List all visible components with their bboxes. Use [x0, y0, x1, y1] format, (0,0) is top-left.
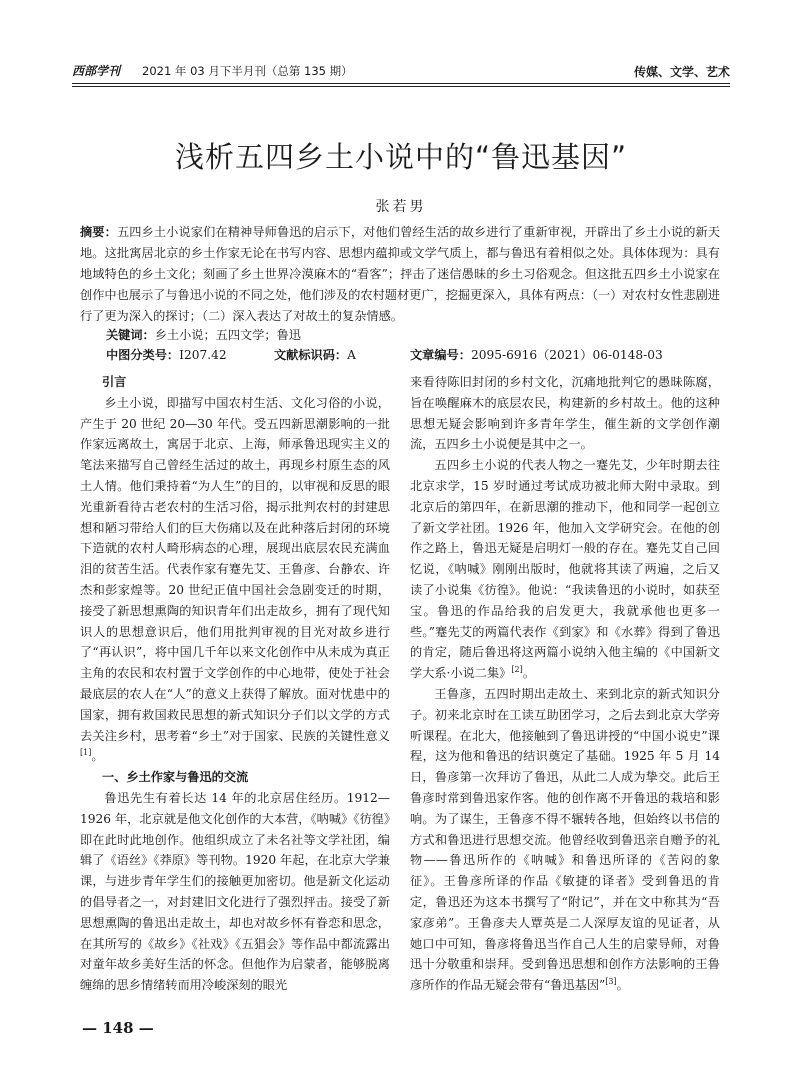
paragraph: [410, 684, 720, 996]
paragraph: 鲁迅先生有着长达 14 年的北京居住经历。1912—1926 年，北京就是他文化创作的大本营，《呐喊》《彷徨》即在此时此地创作。他组织成立了未名社等文学社团，编辑了《语丝》《莽原》等刊物。1920 年起，在北京大学兼课，与进步青年学生们的接触更加密切。他是新文化运动的倡导者之一，对封建旧文化进行了强烈抨击。接受了新思想熏陶的鲁迅出走故土，却也对故乡怀有眷恋和思念，在其所写的《故乡》《社戏》《五猖会》等作品中都流露出对童年故乡美好生活的怀念。但他作为启蒙者，能够脱离缠绵的思乡情绪转而用冷峻深刻的眼光: [80, 790, 390, 993]
paragraph-end: 。: [522, 666, 535, 681]
running-header: [72, 60, 730, 82]
keywords-text: 乡土小说；五四文学；鲁迅: [154, 328, 301, 342]
issue-info: 2021 年 03 月下半月刊（总第 135 期）: [142, 64, 353, 78]
keywords: [106, 326, 301, 343]
paragraph-end: 。: [616, 978, 629, 993]
citation-ref: [2]: [511, 665, 523, 675]
abstract: [80, 222, 720, 327]
abstract-label: 摘要：: [80, 225, 117, 239]
header-rule-thick: [72, 83, 730, 84]
clc-label: 中图分类号：: [106, 348, 180, 362]
citation-ref: [1]: [80, 748, 92, 758]
paragraph-text: 王鲁彦，五四时期出走故土、来到北京的新式知识分子。初来北京时在工读互助团学习，之后去到北京大学旁听课程。在北大，他接触到了鲁迅讲授的“中国小说史”课程，这为他和鲁迅的结识奠定了基础。1925 年 5 月 14 日，鲁彦第一次拜访了鲁迅，从此二人成为挚交。此后王鲁彦时常到鲁迅家作客。他的创作离不开鲁迅的栽培和影响。为了谋生，王鲁彦不得不辗转各地，但始终以书信的方式和鲁迅进行思想交流。他曾经收到鲁迅亲自赠予的礼物——鲁迅所作的《呐喊》和鲁迅所译的《苦闷的象征》。王鲁彦所译的作品《敏捷的译者》受到鲁迅的肯定，鲁迅还为这本书撰写了“附记”，并在文中称其为“吾家彦弟”。王鲁彦夫人覃英是二人深厚友谊的见证者，从她口中可知，鲁彦将鲁迅当作自己人生的启蒙导师，对鲁迅十分敬重和崇拜。受到鲁迅思想和创作方法影响的王鲁彦所作的作品无疑会带有“鲁迅基因”: [410, 686, 720, 993]
article-number-value: 2095-6916（2021）06-0148-03: [470, 348, 663, 362]
article-number-label: 文章编号：: [410, 348, 471, 362]
section-heading: 一、乡土作家与鲁迅的交流: [102, 770, 249, 785]
right-column: [410, 372, 720, 996]
page-number: — 148 —: [82, 1019, 154, 1037]
section-name: 传媒、文学、艺术: [633, 65, 730, 79]
left-column: [80, 372, 390, 996]
article-number: [410, 346, 663, 363]
document-code-value: A: [347, 348, 356, 362]
article-title: 浅析五四乡土小说中的“鲁迅基因”: [174, 140, 628, 174]
document-code-label: 文献标识码：: [274, 348, 348, 362]
intro-heading: 引言: [102, 375, 127, 389]
paragraph-text: 五四乡土小说的代表人物之一蹇先艾，少年时期去往北京求学，15 岁时通过考试成功被北师大附中录取。到北京后的第四年，在新思潮的推动下，他和同学一起创立了新文学社团。1926 年，他加入文学研究会。在他的创作之路上，鲁迅无疑是启明灯一般的存在。蹇先艾自己回忆说，《呐喊》刚刚出版时，他就将其读了两遍，之后又读了小说集《彷徨》。他说：“我读鲁迅的小说时，如获至宝。鲁迅的作品给我的启发更大，我就承他也更多一些。”蹇先艾的两篇代表作《到家》和《水葬》得到了鲁迅的肯定，随后鲁迅将这两篇小说纳入他主编的《中国新文学大系·小说二集》: [410, 458, 720, 681]
clc-number: [106, 346, 227, 363]
paragraph: [410, 455, 720, 684]
keywords-label: 关键词：: [106, 328, 155, 342]
paragraph: 来看待陈旧封闭的乡村文化，沉痛地批判它的愚昧陈腐，旨在唤醒麻木的底层农民，构建新的乡村故土。他的这种思想无疑会影响到许多青年学生，催生新的文学创作潮流，五四乡土小说便是其中之一。: [410, 375, 720, 452]
paragraph-text: 乡土小说，即描写中国农村生活、文化习俗的小说，产生于 20 世纪 20—30 年代。受五四新思潮影响的一批作家远离故土，寓居于北京、上海，师承鲁迅现实主义的笔法来描写自己曾经生活过的故土，再现乡村原生态的风土人情。他们秉持着“为人生”的目的，以审视和反思的眼光重新看待古老农村的生活习俗，揭示批判农村的封建思想和陋习带给人们的巨大伤痛以及在此种落后封闭的环境下造就的农村人畸形病态的心理，展现出底层农民充满血泪的贫苦生活。代表作家有蹇先艾、王鲁彦、台静农、许杰和彭家煌等。20 世纪正值中国社会急剧变迁的时期，接受了新思想熏陶的知识青年们出走故乡，拥有了现代知识人的思想意识后，他们用批判审视的目光对故乡进行了“再认识”，将中国几千年以来文化创作中从未成为真正主角的农民和农村置于文学创作的中心地带，使处于社会最底层的农人在“人”的意义上获得了解放。面对忧患中的国家，拥有救国救民思想的新式知识分子们以文学的方式去关注乡村，思考着“乡土”对于国家、民族的关键性意义: [80, 395, 390, 743]
clc-value: I207.42: [179, 348, 227, 362]
author-name: 张若男: [375, 199, 427, 215]
document-code: [274, 346, 356, 363]
citation-ref: [3]: [605, 977, 617, 987]
journal-name: 西部学刊: [72, 64, 121, 78]
abstract-text: 五四乡土小说家们在精神导师鲁迅的启示下，对他们曾经生活的故乡进行了重新审视，开辟出了乡土小说的新天地。这批寓居北京的乡土作家无论在书写内容、思想内蕴抑或文学气质上，都与鲁迅有着相似之处。具体体现为：具有地域特色的乡土文化；刻画了乡土世界冷漠麻木的“看客”；抨击了迷信愚昧的乡土习俗观念。但这批五四乡土小说家在创作中也展示了与鲁迅小说的不同之处，他们涉及的农村题材更广，挖掘更深入，具体有两点：（一）对农村女性悲剧进行了更为深入的探讨；（二）深入表达了对故土的复杂情感。: [80, 225, 721, 323]
paragraph-end: 。: [91, 749, 104, 764]
header-rule-thin: [72, 86, 730, 87]
paragraph: [80, 393, 390, 767]
